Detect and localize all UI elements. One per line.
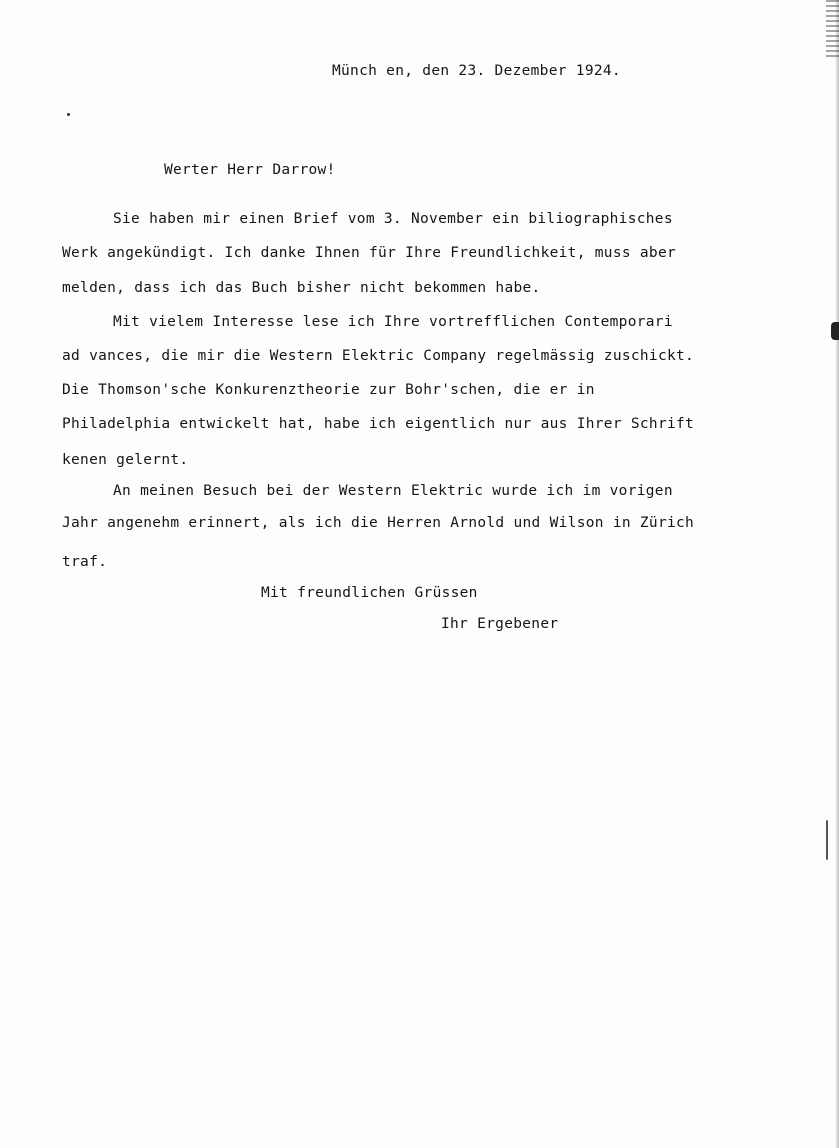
scan-binding-mark bbox=[831, 322, 839, 340]
letter-line: Werk angekündigt. Ich danke Ihnen für Ihre Freundlichkeit, muss aber bbox=[62, 245, 677, 261]
scan-edge-shadow bbox=[835, 0, 839, 1148]
letter-line: Mit vielem Interesse lese ich Ihre vortrefflichen Contemporari bbox=[113, 314, 673, 330]
scan-speck bbox=[67, 113, 70, 116]
letter-line: An meinen Besuch bei der Western Elektric wurde ich im vorigen bbox=[113, 483, 673, 499]
letter-line: Jahr angenehm erinnert, als ich die Herren Arnold und Wilson in Zürich bbox=[62, 515, 695, 531]
letter-line: Sie haben mir einen Brief vom 3. November ein biliographisches bbox=[113, 211, 673, 227]
letter-line: kenen gelernt. bbox=[62, 452, 189, 468]
letter-line: Philadelphia entwickelt hat, habe ich eigentlich nur aus Ihrer Schrift bbox=[62, 416, 695, 432]
letter-line: ad vances, die mir die Western Elektric Company regelmässig zuschickt. bbox=[62, 348, 695, 364]
letter-signature: Ihr Ergebener bbox=[441, 616, 559, 632]
letter-closing: Mit freundlichen Grüssen bbox=[261, 585, 478, 601]
scan-speck bbox=[826, 820, 828, 860]
letter-line: traf. bbox=[62, 554, 108, 570]
letter-line: Die Thomson'sche Konkurenztheorie zur Bohr'schen, die er in bbox=[62, 382, 595, 398]
letter-dateline: Münch en, den 23. Dezember 1924. bbox=[332, 63, 621, 79]
letter-line: melden, dass ich das Buch bisher nicht bekommen habe. bbox=[62, 280, 541, 296]
letter-salutation: Werter Herr Darrow! bbox=[164, 162, 336, 178]
